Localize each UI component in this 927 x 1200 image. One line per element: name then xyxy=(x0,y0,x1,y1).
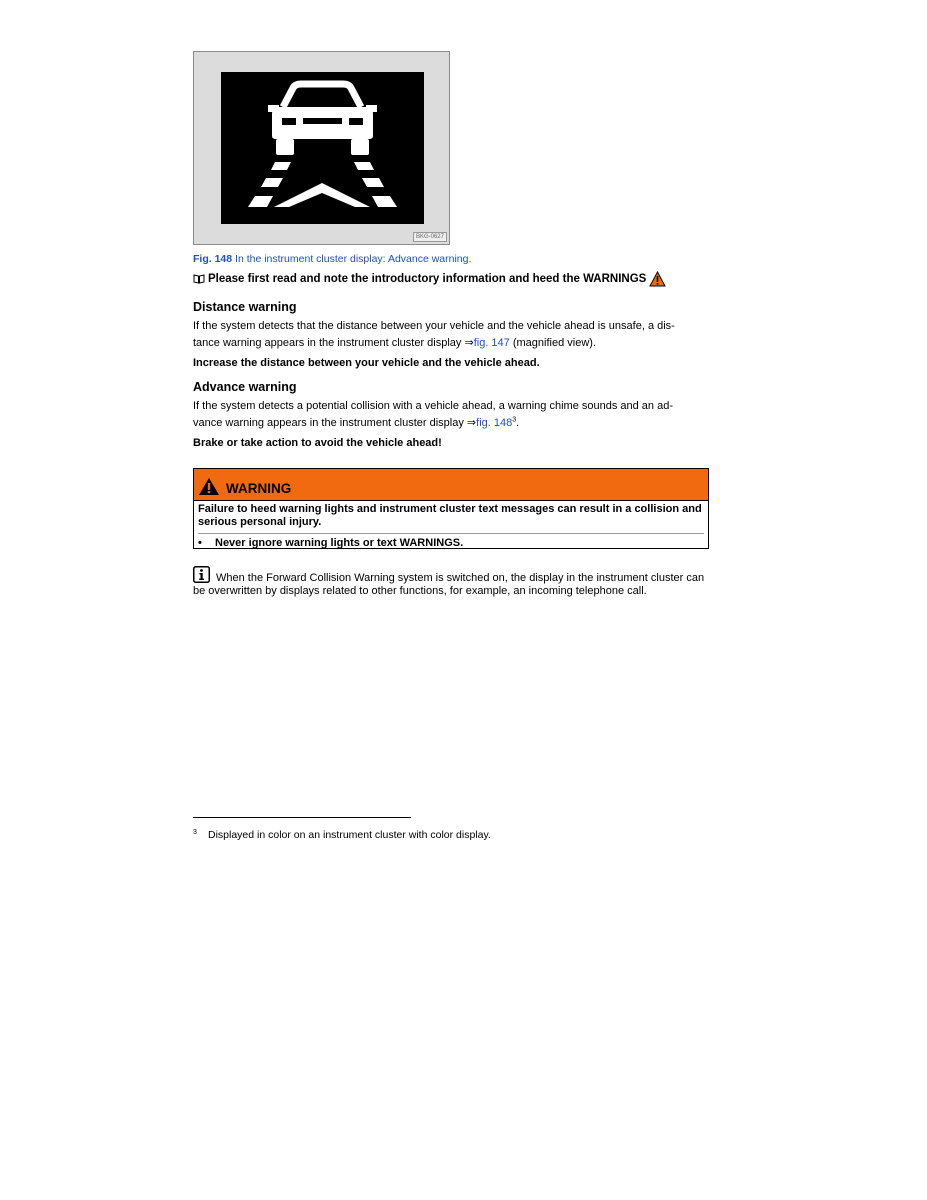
caption-text: In the instrument cluster display: Advance warning. xyxy=(235,253,472,265)
book-icon xyxy=(193,274,205,284)
warning-bullet-text: Never ignore warning lights or text WARNINGS. xyxy=(215,537,464,549)
distance-warning-paragraph xyxy=(193,318,713,352)
advance-warning-heading: Advance warning xyxy=(193,380,297,394)
advance-line-2-text: vance warning appears in the instrument cluster display xyxy=(193,417,467,429)
figure-caption xyxy=(193,253,471,265)
advance-warning-action: Brake or take action to avoid the vehicle ahead! xyxy=(193,437,442,449)
distance-line-1: If the system detects that the distance between your vehicle and the vehicle ahead is unsafe, a dis- xyxy=(193,320,675,332)
distance-warning-action: Increase the distance between your vehicle and the vehicle ahead. xyxy=(193,357,540,369)
advance-line-1: If the system detects a potential collision with a vehicle ahead, a warning chime sounds and an ad- xyxy=(193,400,673,412)
footnote-ref[interactable]: 3 xyxy=(512,416,517,424)
advance-line-2-end: . xyxy=(516,417,520,429)
car-advance-warning-icon xyxy=(221,72,424,224)
warning-triangle-icon xyxy=(649,271,666,287)
warning-box xyxy=(193,468,709,549)
figure-code: BKG-0627 xyxy=(413,232,447,242)
figure-148 xyxy=(193,51,450,245)
distance-line-2-end: (magnified view). xyxy=(509,337,596,349)
footnote-number: 3 xyxy=(193,829,197,836)
advance-line-2 xyxy=(193,415,713,432)
advance-warning-paragraph xyxy=(193,398,713,432)
footnote-text: Displayed in color on an instrument cluster with color display. xyxy=(208,829,491,841)
bullet-icon: • xyxy=(198,537,202,549)
footnote-rule xyxy=(193,817,411,818)
note-text: When the Forward Collision Warning system is switched on, the display in the instrument cluster can be overwritten by displays related to other functions, for example, an incoming telephone call. xyxy=(193,572,705,597)
fig-147-link[interactable]: fig. 147 xyxy=(473,337,510,349)
distance-line-2-text: tance warning appears in the instrument cluster display xyxy=(193,337,465,349)
footnote xyxy=(193,829,491,841)
info-note xyxy=(193,566,713,598)
caption-label: Fig. 148 xyxy=(193,253,233,265)
intro-text: Please first read and note the introductory information and heed the WARNINGS xyxy=(208,273,647,285)
warning-bullet xyxy=(198,533,704,550)
intro-line xyxy=(193,271,666,287)
fig-148-link[interactable]: fig. 148 xyxy=(476,417,513,429)
arrow-icon: ⇒ xyxy=(464,337,474,349)
warning-body-text: Failure to heed warning lights and instrument cluster text messages can result in a collision and serious personal injury. xyxy=(198,503,702,528)
distance-line-2 xyxy=(193,335,713,352)
warning-header xyxy=(194,469,708,501)
distance-warning-heading: Distance warning xyxy=(193,300,297,314)
arrow-icon: ⇒ xyxy=(466,417,477,429)
warning-title: WARNING xyxy=(226,481,292,496)
warning-triangle-icon xyxy=(198,477,220,496)
cluster-display xyxy=(221,72,424,224)
warning-body xyxy=(194,501,708,550)
info-icon xyxy=(193,566,210,583)
